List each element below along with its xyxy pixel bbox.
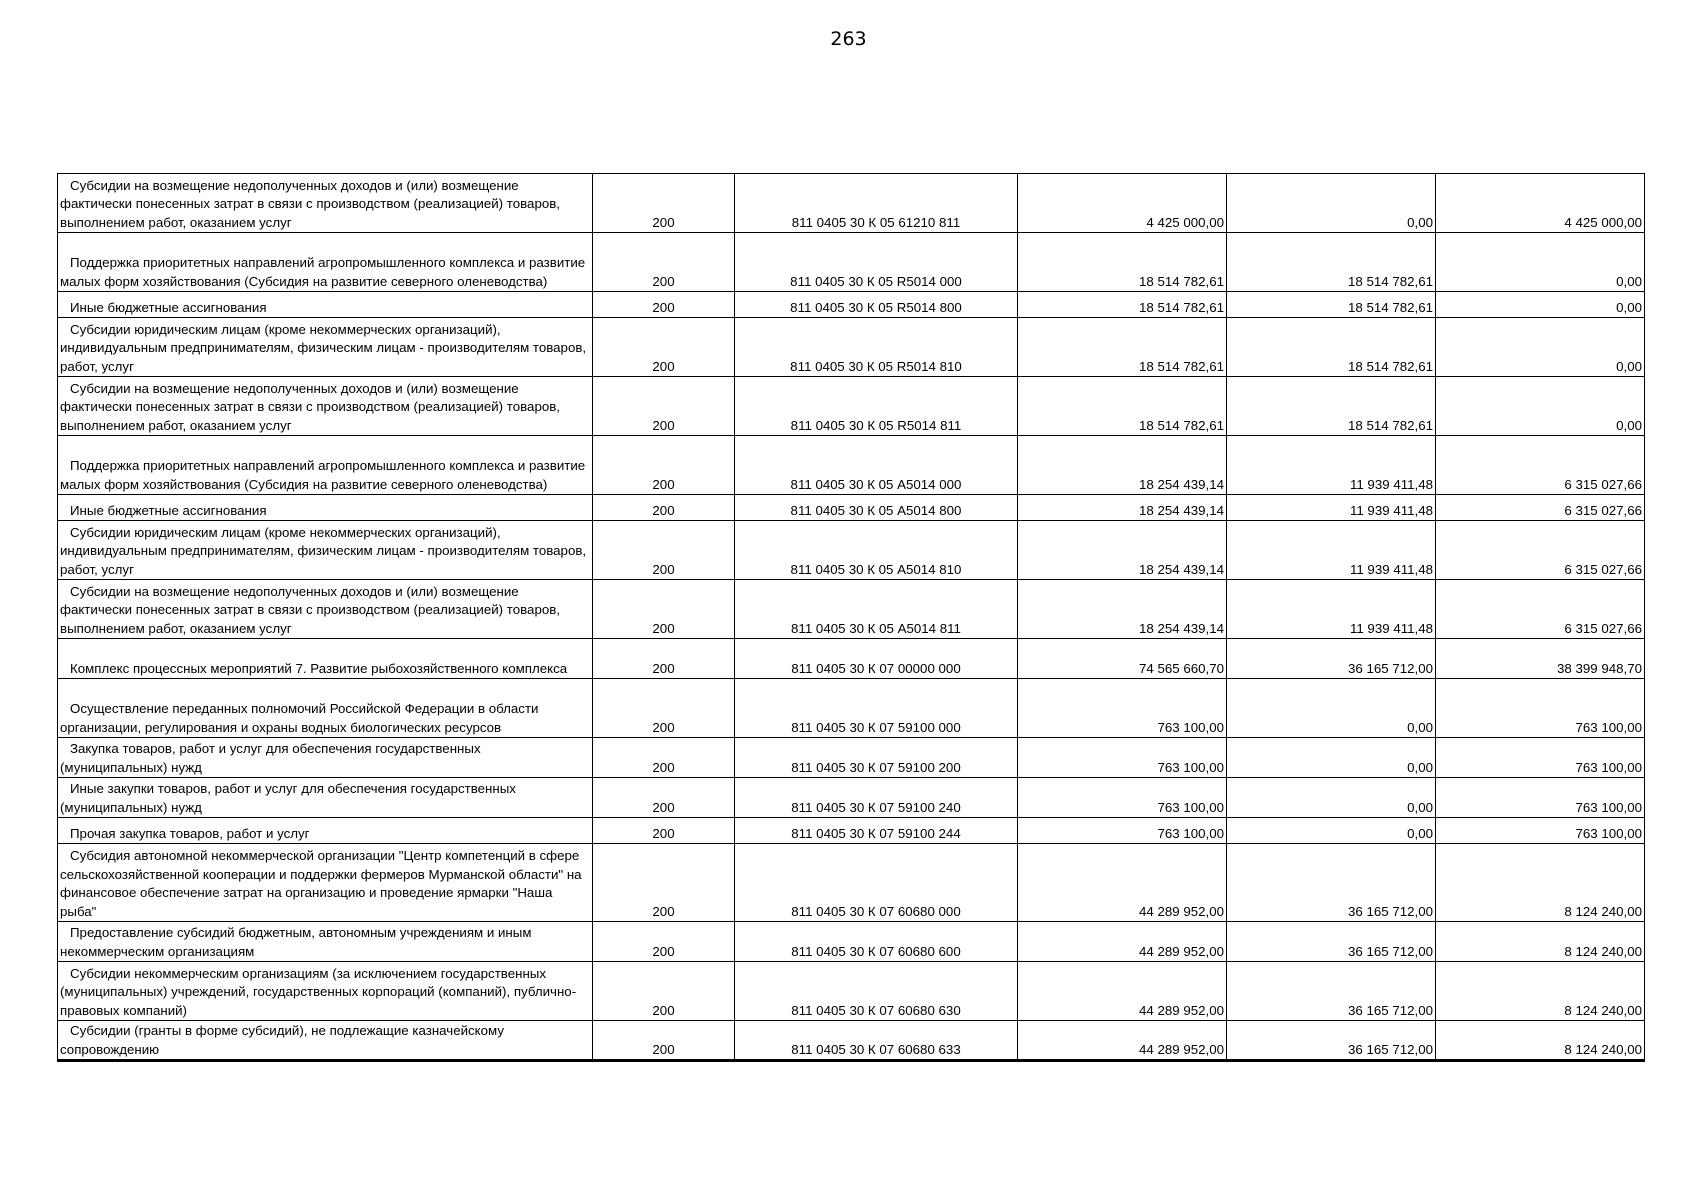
row-remainder-cell: 6 315 027,66 [1436, 495, 1645, 521]
table-row [58, 436, 1645, 495]
row-executed-cell: 18 514 782,61 [1227, 292, 1436, 318]
row-name-cell: Иные бюджетные ассигнования [58, 495, 593, 521]
row-name-cell: Субсидия автономной некоммерческой организации "Центр компетенций в сфере сельскохозяйственной кооперации и поддержки фермеров Мурманской области" на финансовое обеспечение затрат на организацию и проведение ярмарки "Наша рыба" [58, 844, 593, 922]
row-executed-cell: 0,00 [1227, 679, 1436, 738]
table-row [58, 174, 1645, 233]
table-row [58, 922, 1645, 962]
row-kbk-cell: 811 0405 30 К 05 61210 811 [735, 174, 1018, 233]
row-executed-cell: 18 514 782,61 [1227, 233, 1436, 292]
row-amount-cell: 18 514 782,61 [1018, 377, 1227, 436]
row-amount-cell: 44 289 952,00 [1018, 844, 1227, 922]
row-remainder-cell: 0,00 [1436, 233, 1645, 292]
row-code-cell: 200 [593, 233, 735, 292]
row-name-cell: Осуществление переданных полномочий Российской Федерации в области организации, регулирования и охраны водных биологических ресурсов [58, 679, 593, 738]
row-code-cell: 200 [593, 521, 735, 580]
budget-table [57, 173, 1645, 1062]
row-executed-cell: 18 514 782,61 [1227, 377, 1436, 436]
row-executed-cell: 36 165 712,00 [1227, 962, 1436, 1021]
row-remainder-cell: 0,00 [1436, 318, 1645, 377]
row-executed-cell: 36 165 712,00 [1227, 639, 1436, 679]
page-number: 263 [830, 28, 867, 50]
table-row [58, 292, 1645, 318]
row-name-cell: Субсидии юридическим лицам (кроме некоммерческих организаций), индивидуальным предпринимателям, физическим лицам - производителям товаров, работ, услуг [58, 318, 593, 377]
row-name-cell: Поддержка приоритетных направлений агропромышленного комплекса и развитие малых форм хозяйствования (Субсидия на развитие северного оленеводства) [58, 233, 593, 292]
row-kbk-cell: 811 0405 30 К 07 59100 240 [735, 778, 1018, 818]
row-code-cell: 200 [593, 639, 735, 679]
row-name-cell: Субсидии на возмещение недополученных доходов и (или) возмещение фактически понесенных затрат в связи с производством (реализацией) товаров, выполнением работ, оказанием услуг [58, 580, 593, 639]
row-name-cell: Комплекс процессных мероприятий 7. Развитие рыбохозяйственного комплекса [58, 639, 593, 679]
row-amount-cell: 44 289 952,00 [1018, 1021, 1227, 1061]
table-row [58, 844, 1645, 922]
row-name-cell: Субсидии на возмещение недополученных доходов и (или) возмещение фактически понесенных затрат в связи с производством (реализацией) товаров, выполнением работ, оказанием услуг [58, 377, 593, 436]
row-kbk-cell: 811 0405 30 К 07 00000 000 [735, 639, 1018, 679]
row-amount-cell: 18 254 439,14 [1018, 580, 1227, 639]
row-amount-cell: 18 514 782,61 [1018, 292, 1227, 318]
table-row [58, 778, 1645, 818]
table-row [58, 818, 1645, 844]
table-row [58, 377, 1645, 436]
row-executed-cell: 11 939 411,48 [1227, 436, 1436, 495]
row-remainder-cell: 8 124 240,00 [1436, 1021, 1645, 1061]
row-kbk-cell: 811 0405 30 К 05 А5014 810 [735, 521, 1018, 580]
table-row [58, 318, 1645, 377]
row-code-cell: 200 [593, 292, 735, 318]
row-code-cell: 200 [593, 436, 735, 495]
row-code-cell: 200 [593, 580, 735, 639]
row-kbk-cell: 811 0405 30 К 07 59100 244 [735, 818, 1018, 844]
row-amount-cell: 74 565 660,70 [1018, 639, 1227, 679]
row-kbk-cell: 811 0405 30 К 07 59100 200 [735, 738, 1018, 778]
row-name-cell: Субсидии юридическим лицам (кроме некоммерческих организаций), индивидуальным предпринимателям, физическим лицам - производителям товаров, работ, услуг [58, 521, 593, 580]
row-remainder-cell: 38 399 948,70 [1436, 639, 1645, 679]
row-remainder-cell: 763 100,00 [1436, 778, 1645, 818]
row-code-cell: 200 [593, 495, 735, 521]
row-remainder-cell: 6 315 027,66 [1436, 436, 1645, 495]
row-remainder-cell: 8 124 240,00 [1436, 962, 1645, 1021]
row-code-cell: 200 [593, 844, 735, 922]
row-executed-cell: 11 939 411,48 [1227, 495, 1436, 521]
row-remainder-cell: 6 315 027,66 [1436, 580, 1645, 639]
row-remainder-cell: 0,00 [1436, 377, 1645, 436]
row-code-cell: 200 [593, 778, 735, 818]
table-row [58, 1021, 1645, 1061]
row-executed-cell: 18 514 782,61 [1227, 318, 1436, 377]
row-kbk-cell: 811 0405 30 К 05 R5014 000 [735, 233, 1018, 292]
row-remainder-cell: 8 124 240,00 [1436, 844, 1645, 922]
row-code-cell: 200 [593, 922, 735, 962]
table-row [58, 580, 1645, 639]
row-remainder-cell: 763 100,00 [1436, 818, 1645, 844]
row-amount-cell: 18 514 782,61 [1018, 233, 1227, 292]
row-name-cell: Иные бюджетные ассигнования [58, 292, 593, 318]
row-kbk-cell: 811 0405 30 К 05 R5014 811 [735, 377, 1018, 436]
row-kbk-cell: 811 0405 30 К 05 А5014 811 [735, 580, 1018, 639]
row-name-cell: Субсидии на возмещение недополученных доходов и (или) возмещение фактически понесенных затрат в связи с производством (реализацией) товаров, выполнением работ, оказанием услуг [58, 174, 593, 233]
row-amount-cell: 18 254 439,14 [1018, 495, 1227, 521]
row-kbk-cell: 811 0405 30 К 07 60680 600 [735, 922, 1018, 962]
row-executed-cell: 11 939 411,48 [1227, 521, 1436, 580]
row-name-cell: Субсидии некоммерческим организациям (за исключением государственных (муниципальных) учреждений, государственных корпораций (компаний), публично-правовых компаний) [58, 962, 593, 1021]
row-kbk-cell: 811 0405 30 К 07 60680 630 [735, 962, 1018, 1021]
row-executed-cell: 0,00 [1227, 818, 1436, 844]
row-kbk-cell: 811 0405 30 К 05 А5014 800 [735, 495, 1018, 521]
row-code-cell: 200 [593, 962, 735, 1021]
row-amount-cell: 763 100,00 [1018, 738, 1227, 778]
budget-table-body [58, 174, 1645, 1061]
table-row [58, 962, 1645, 1021]
row-executed-cell: 0,00 [1227, 738, 1436, 778]
row-code-cell: 200 [593, 738, 735, 778]
row-executed-cell: 36 165 712,00 [1227, 1021, 1436, 1061]
row-name-cell: Поддержка приоритетных направлений агропромышленного комплекса и развитие малых форм хозяйствования (Субсидия на развитие северного оленеводства) [58, 436, 593, 495]
row-name-cell: Предоставление субсидий бюджетным, автономным учреждениям и иным некоммерческим организациям [58, 922, 593, 962]
row-executed-cell: 36 165 712,00 [1227, 844, 1436, 922]
row-remainder-cell: 6 315 027,66 [1436, 521, 1645, 580]
row-amount-cell: 44 289 952,00 [1018, 922, 1227, 962]
table-row [58, 738, 1645, 778]
row-amount-cell: 763 100,00 [1018, 818, 1227, 844]
row-code-cell: 200 [593, 318, 735, 377]
row-remainder-cell: 8 124 240,00 [1436, 922, 1645, 962]
row-code-cell: 200 [593, 818, 735, 844]
row-executed-cell: 11 939 411,48 [1227, 580, 1436, 639]
row-name-cell: Иные закупки товаров, работ и услуг для обеспечения государственных (муниципальных) нужд [58, 778, 593, 818]
table-row [58, 495, 1645, 521]
row-executed-cell: 36 165 712,00 [1227, 922, 1436, 962]
row-code-cell: 200 [593, 679, 735, 738]
row-amount-cell: 18 514 782,61 [1018, 318, 1227, 377]
row-amount-cell: 763 100,00 [1018, 679, 1227, 738]
row-kbk-cell: 811 0405 30 К 07 60680 000 [735, 844, 1018, 922]
row-kbk-cell: 811 0405 30 К 05 R5014 800 [735, 292, 1018, 318]
table-row [58, 679, 1645, 738]
row-name-cell: Закупка товаров, работ и услуг для обеспечения государственных (муниципальных) нужд [58, 738, 593, 778]
table-row [58, 521, 1645, 580]
table-row [58, 233, 1645, 292]
row-executed-cell: 0,00 [1227, 778, 1436, 818]
row-name-cell: Субсидии (гранты в форме субсидий), не подлежащие казначейскому сопровождению [58, 1021, 593, 1061]
row-remainder-cell: 763 100,00 [1436, 679, 1645, 738]
row-amount-cell: 18 254 439,14 [1018, 436, 1227, 495]
row-kbk-cell: 811 0405 30 К 07 60680 633 [735, 1021, 1018, 1061]
table-row [58, 639, 1645, 679]
row-code-cell: 200 [593, 1021, 735, 1061]
row-amount-cell: 44 289 952,00 [1018, 962, 1227, 1021]
row-remainder-cell: 763 100,00 [1436, 738, 1645, 778]
row-kbk-cell: 811 0405 30 К 07 59100 000 [735, 679, 1018, 738]
row-kbk-cell: 811 0405 30 К 05 А5014 000 [735, 436, 1018, 495]
row-code-cell: 200 [593, 377, 735, 436]
row-name-cell: Прочая закупка товаров, работ и услуг [58, 818, 593, 844]
row-kbk-cell: 811 0405 30 К 05 R5014 810 [735, 318, 1018, 377]
row-amount-cell: 18 254 439,14 [1018, 521, 1227, 580]
row-code-cell: 200 [593, 174, 735, 233]
row-executed-cell: 0,00 [1227, 174, 1436, 233]
row-amount-cell: 763 100,00 [1018, 778, 1227, 818]
row-amount-cell: 4 425 000,00 [1018, 174, 1227, 233]
row-remainder-cell: 0,00 [1436, 292, 1645, 318]
row-remainder-cell: 4 425 000,00 [1436, 174, 1645, 233]
